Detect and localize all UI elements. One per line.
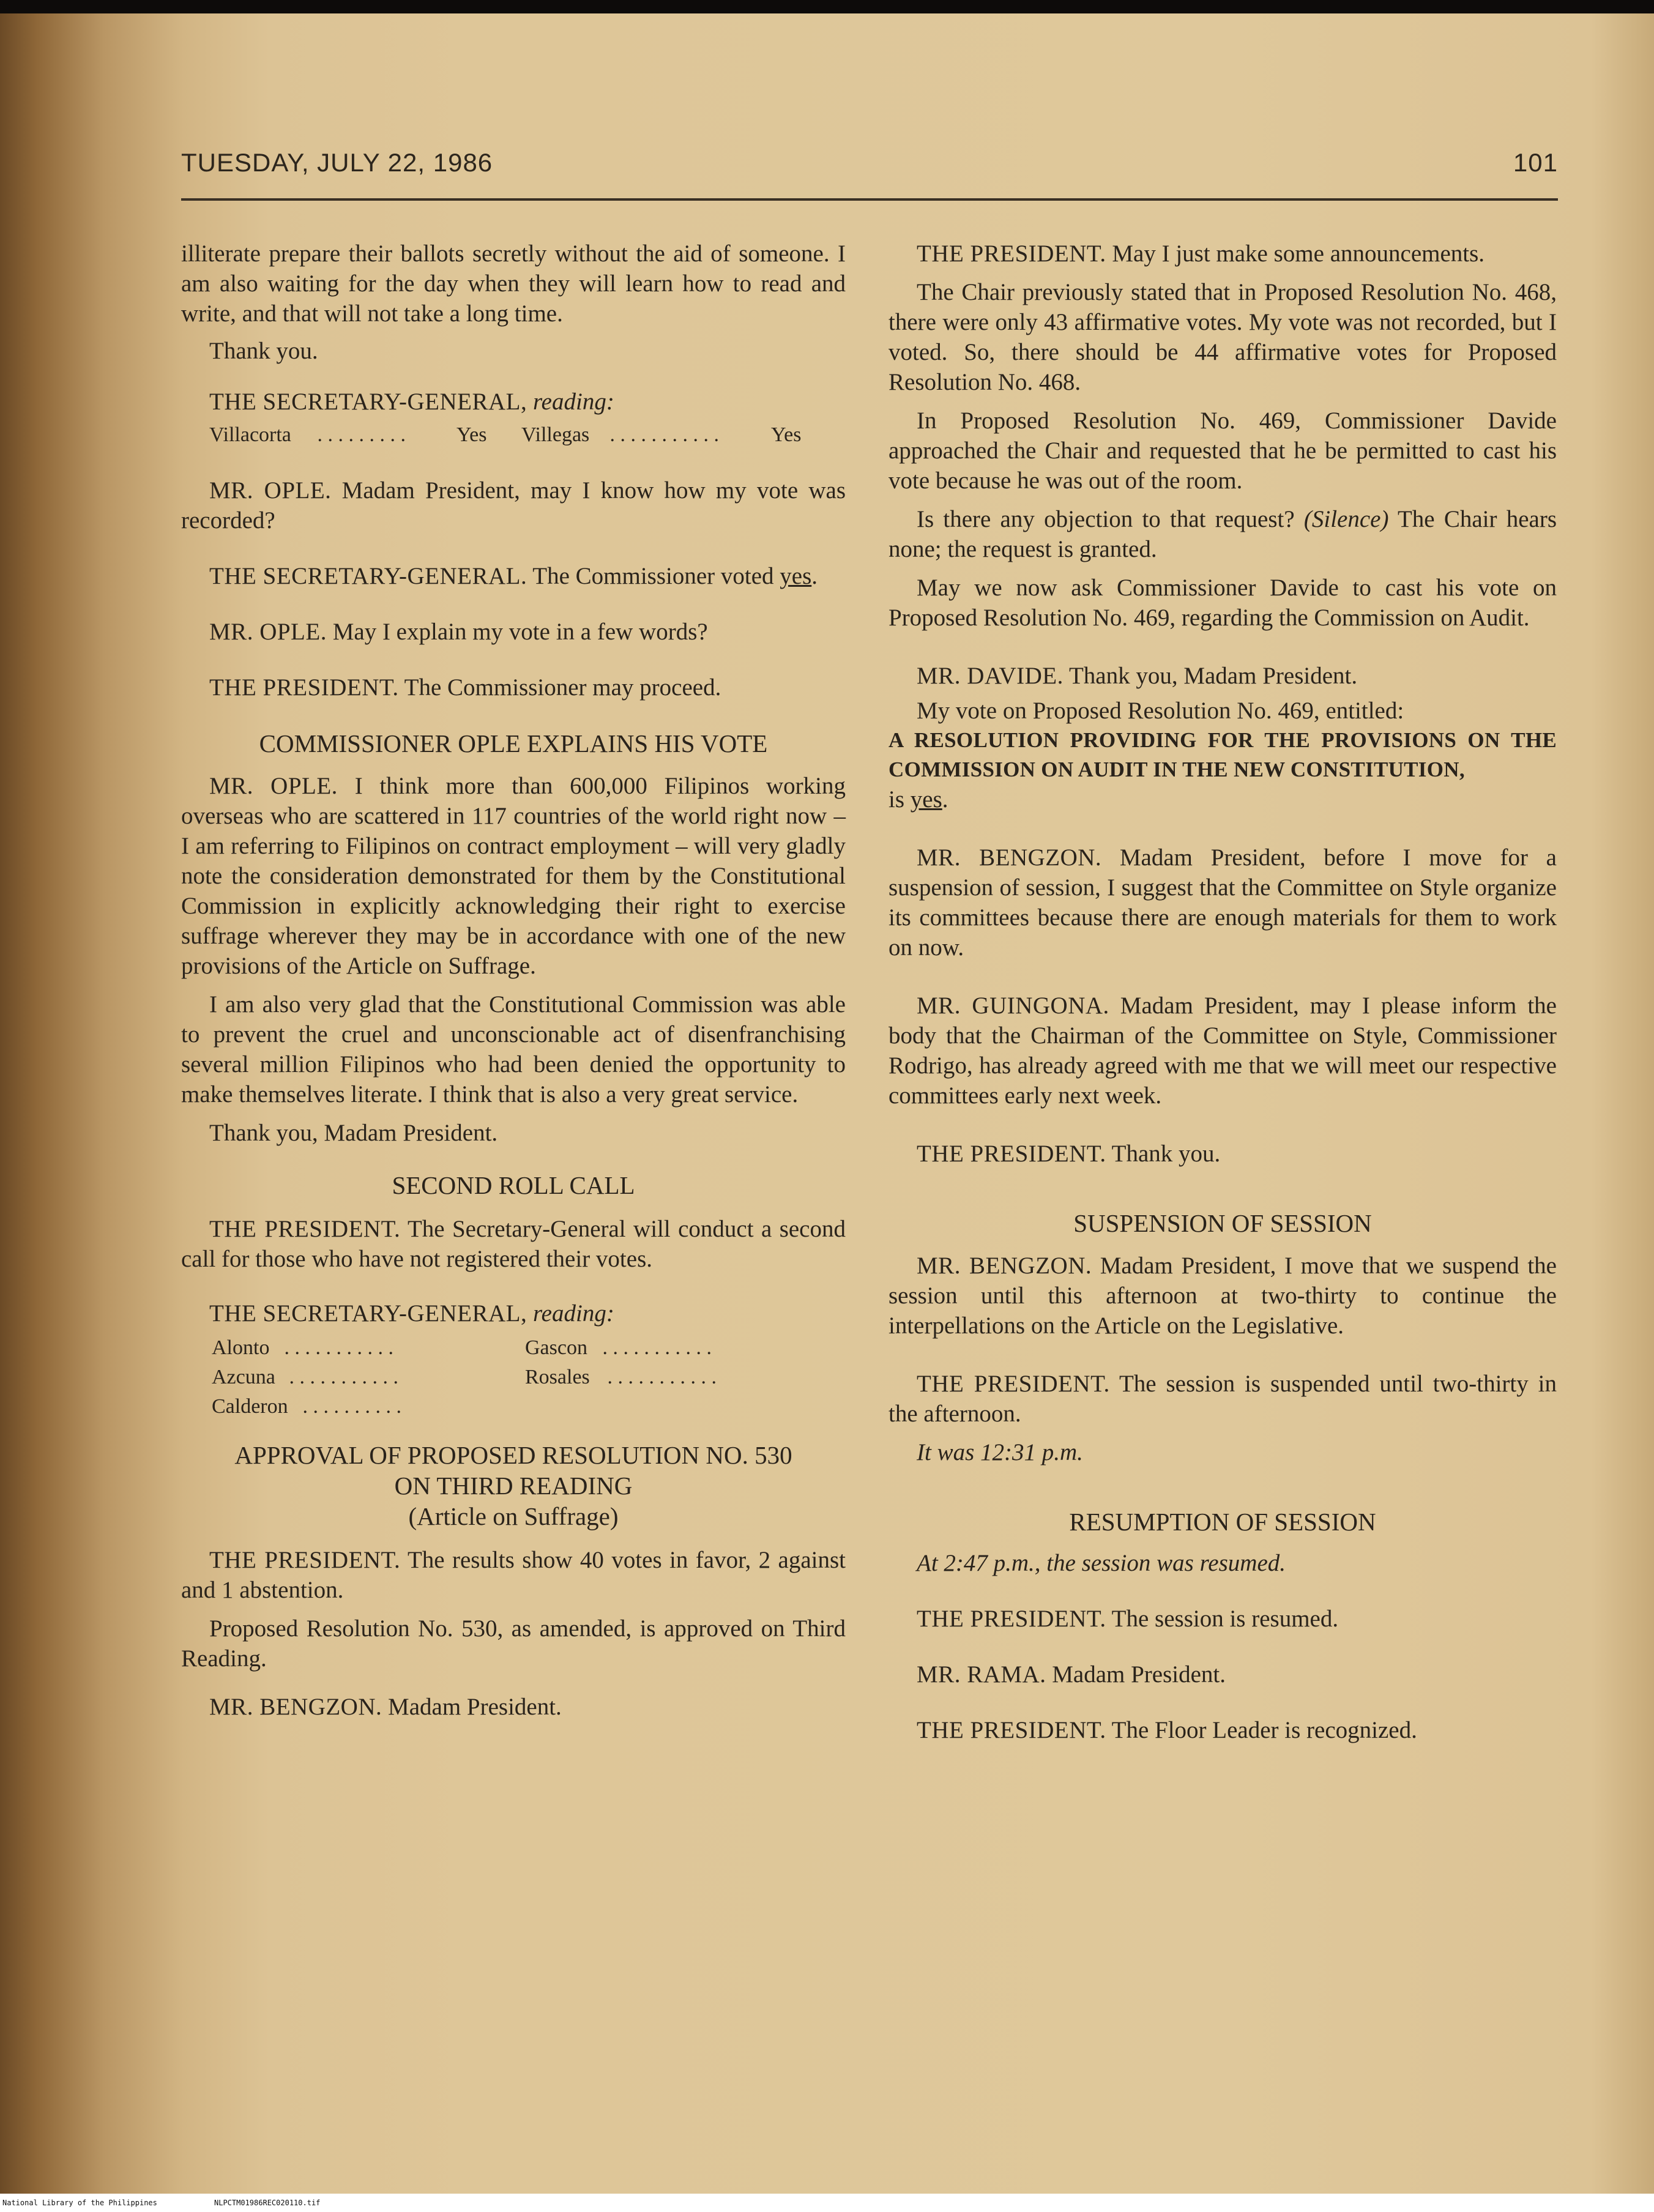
speaker-name: MR. DAVIDE. bbox=[917, 663, 1064, 689]
speech-text: The session is resumed. bbox=[1111, 1606, 1339, 1632]
reading-note: reading: bbox=[532, 1300, 614, 1327]
speech-text: Thank you, Madam President. bbox=[1068, 663, 1358, 689]
speech-text: Madam President, before I move for a suspension of session, I suggest that the Committee on Style organize its committees because there are enough materials for them to work on now. bbox=[888, 844, 1557, 961]
roll-vote: Yes bbox=[771, 423, 802, 446]
paragraph: May we now ask Commissioner Davide to cast his vote on Proposed Resolution No. 469, regarding the Commission on Audit. bbox=[888, 575, 1557, 631]
paragraph: Proposed Resolution No. 530, as amended, is approved on Third Reading. bbox=[181, 1615, 846, 1672]
speech-text: Thank you. bbox=[1111, 1141, 1221, 1167]
section-subheading: (Article on Suffrage) bbox=[408, 1502, 619, 1530]
paragraph: My vote on Proposed Resolution No. 469, entitled: bbox=[917, 698, 1404, 724]
roll-name: Villacorta bbox=[209, 423, 291, 446]
speaker-name: THE PRESIDENT. bbox=[917, 1371, 1110, 1397]
speech-text: The Secretary-General will conduct a second call for those who have not registered their votes. bbox=[181, 1216, 846, 1272]
speaker-name: MR. BENGZON. bbox=[209, 1694, 382, 1720]
speech-text: The Chair hears none; the request is granted. bbox=[888, 506, 1557, 562]
speaker-paragraph bbox=[181, 672, 846, 702]
footer-filename: NLPCTM01986REC020110.tif bbox=[214, 2199, 321, 2207]
speaker-name: THE PRESIDENT. bbox=[917, 1606, 1106, 1632]
paragraph: illiterate prepare their ballots secretly without the aid of someone. I am also waiting for the day when they will learn how to read and write, and that will not take a long time. bbox=[181, 240, 846, 327]
speaker-name: THE PRESIDENT. bbox=[209, 1216, 401, 1242]
section-heading: SUSPENSION OF SESSION bbox=[1073, 1209, 1372, 1237]
speech-text: The session is suspended until two-thirty in the afternoon. bbox=[888, 1371, 1557, 1427]
section-heading: RESUMPTION OF SESSION bbox=[1069, 1508, 1376, 1536]
leader-dots: . . . . . . . . . . . bbox=[597, 1336, 712, 1359]
roll-call-row bbox=[181, 1363, 846, 1392]
speaker-paragraph bbox=[888, 1715, 1557, 1745]
speaker-name: THE PRESIDENT. bbox=[917, 1717, 1106, 1743]
speech-text: The results show 40 votes in favor, 2 against and 1 abstention. bbox=[181, 1547, 846, 1603]
speaker-paragraph bbox=[181, 617, 846, 647]
speaker-paragraph bbox=[888, 1369, 1557, 1429]
vote-value: yes bbox=[910, 786, 942, 813]
roll-call-row bbox=[181, 1333, 846, 1363]
speaker-paragraph bbox=[888, 1604, 1557, 1634]
section-heading: ON THIRD READING bbox=[394, 1472, 633, 1500]
speech-text: Madam President, I move that we suspend the session until this afternoon at two-thirty to continue the interpellations on the Article on the Legislative. bbox=[888, 1253, 1557, 1339]
speech-text: Madam President, may I please inform the body that the Chairman of the Committee on Style, Commissioner Rodrigo, has already agreed with me that we will meet our respective committees early next week. bbox=[888, 992, 1557, 1109]
section-heading: SECOND ROLL CALL bbox=[392, 1171, 635, 1199]
section-heading: COMMISSIONER OPLE EXPLAINS HIS VOTE bbox=[259, 729, 768, 758]
resolution-title: A RESOLUTION PROVIDING FOR THE PROVISIONS ON THE COMMISSION ON AUDIT IN THE NEW CONSTITUTION, bbox=[888, 728, 1557, 781]
speech-text: May I explain my vote in a few words? bbox=[332, 619, 708, 645]
roll-name: Calderon bbox=[212, 1395, 288, 1418]
page-header bbox=[181, 148, 1558, 185]
speaker-paragraph bbox=[181, 1692, 846, 1722]
speaker-name: MR. OPLE. bbox=[209, 619, 327, 645]
speaker-name: THE SECRETARY-GENERAL, bbox=[209, 1300, 527, 1327]
stage-direction: (Silence) bbox=[1303, 506, 1389, 532]
speaker-name: THE SECRETARY-GENERAL, bbox=[209, 389, 527, 415]
roll-name: Villegas bbox=[521, 423, 590, 446]
scan-footer bbox=[0, 2194, 1654, 2212]
paragraph bbox=[888, 784, 1557, 814]
speaker-name: MR. OPLE. bbox=[209, 477, 332, 504]
time-note bbox=[888, 1437, 1557, 1467]
section-heading: APPROVAL OF PROPOSED RESOLUTION NO. 530 bbox=[234, 1441, 792, 1469]
speech-text: is bbox=[888, 786, 905, 813]
speaker-name: MR. BENGZON. bbox=[917, 1253, 1092, 1279]
speech-text: The Commissioner voted bbox=[532, 563, 774, 589]
speaker-name: THE PRESIDENT. bbox=[917, 240, 1106, 267]
left-column bbox=[181, 239, 846, 1722]
speaker-paragraph bbox=[181, 1298, 846, 1328]
document-page bbox=[0, 13, 1654, 2194]
time-text: At 2:47 p.m., the session was resumed. bbox=[917, 1550, 1286, 1576]
time-note bbox=[888, 1548, 1557, 1578]
speaker-name: THE PRESIDENT. bbox=[209, 1547, 401, 1573]
leader-dots: . . . . . . . . . . . bbox=[284, 1366, 398, 1388]
speaker-name: MR. RAMA. bbox=[917, 1661, 1046, 1688]
speaker-name: THE SECRETARY-GENERAL. bbox=[209, 563, 527, 589]
paragraph: I am also very glad that the Constitutional Commission was able to prevent the cruel and unconscionable act of disenfranchising several million Filipinos who had been denied the opportunity to make themselves literate. I think that is also a very great service. bbox=[181, 991, 846, 1108]
right-column bbox=[888, 239, 1557, 1745]
speaker-name: MR. GUINGONA. bbox=[917, 992, 1109, 1019]
leader-dots: . . . . . . . . . . bbox=[297, 1395, 401, 1418]
speech-text: May I just make some announcements. bbox=[1112, 240, 1485, 267]
leader-dots: . . . . . . . . . . . bbox=[605, 423, 719, 446]
page-number: 101 bbox=[1513, 148, 1558, 177]
paragraph bbox=[888, 504, 1557, 564]
top-border bbox=[0, 0, 1654, 13]
speaker-paragraph bbox=[888, 1659, 1557, 1689]
roll-name: Alonto bbox=[212, 1336, 270, 1359]
speaker-paragraph bbox=[181, 1214, 846, 1274]
roll-call-row bbox=[181, 420, 846, 450]
speaker-paragraph bbox=[888, 661, 1557, 691]
speaker-name: MR. BENGZON. bbox=[917, 844, 1102, 871]
vote-value: yes bbox=[780, 563, 812, 589]
speaker-paragraph bbox=[181, 387, 846, 417]
leader-dots: . . . . . . . . . bbox=[312, 423, 406, 446]
speaker-paragraph bbox=[181, 1545, 846, 1605]
speaker-paragraph bbox=[181, 771, 846, 981]
speaker-paragraph bbox=[181, 561, 846, 591]
speaker-paragraph bbox=[888, 991, 1557, 1111]
speaker-paragraph bbox=[888, 1251, 1557, 1341]
speech-text: I think more than 600,000 Filipinos working overseas who are scattered in 117 countries of the world right now – I am referring to Filipinos on contract employment – will very gladly note the consideration demonstrated for them by the Constitutional Commission in explicitly acknowledging their right to exercise suffrage wherever they may be in accordance with one of the new provisions of the Article on Suffrage. bbox=[181, 773, 846, 979]
speech-text: Madam President. bbox=[1052, 1661, 1226, 1688]
reading-note: reading: bbox=[532, 389, 614, 415]
roll-name: Rosales bbox=[525, 1366, 590, 1388]
speaker-paragraph bbox=[888, 843, 1557, 963]
speech-text: The Commissioner may proceed. bbox=[404, 674, 721, 701]
speaker-name: THE PRESIDENT. bbox=[209, 674, 399, 701]
roll-vote: Yes bbox=[456, 423, 487, 446]
leader-dots: . . . . . . . . . . . bbox=[279, 1336, 393, 1359]
roll-name: Gascon bbox=[525, 1336, 587, 1359]
paragraph: The Chair previously stated that in Proposed Resolution No. 468, there were only 43 affirmative votes. My vote was not recorded, but I voted. So, there should be 44 affirmative votes for Proposed Resolution No. 468. bbox=[888, 279, 1557, 395]
roll-call-row bbox=[181, 1392, 846, 1421]
paragraph: Thank you. bbox=[209, 338, 318, 364]
header-date: TUESDAY, JULY 22, 1986 bbox=[181, 148, 493, 177]
punctuation: . bbox=[811, 563, 818, 589]
speaker-paragraph bbox=[888, 239, 1557, 269]
speech-text: Madam President. bbox=[388, 1694, 562, 1720]
paragraph: Thank you, Madam President. bbox=[209, 1120, 498, 1146]
speaker-paragraph bbox=[181, 475, 846, 535]
header-rule bbox=[181, 198, 1558, 201]
punctuation: . bbox=[942, 786, 948, 813]
speech-text: Is there any objection to that request? bbox=[917, 506, 1295, 532]
speech-text: The Floor Leader is recognized. bbox=[1111, 1717, 1417, 1743]
speaker-name: THE PRESIDENT. bbox=[917, 1141, 1106, 1167]
paragraph: In Proposed Resolution No. 469, Commissioner Davide approached the Chair and requested that he be permitted to cast his vote because he was out of the room. bbox=[888, 408, 1557, 494]
speaker-paragraph bbox=[888, 1139, 1557, 1169]
footer-library: National Library of the Philippines bbox=[2, 2199, 157, 2207]
speaker-name: MR. OPLE. bbox=[209, 773, 338, 799]
speech-text: Madam President, may I know how my vote was recorded? bbox=[181, 477, 846, 534]
leader-dots: . . . . . . . . . . . bbox=[602, 1366, 717, 1388]
time-text: It was 12:31 p.m. bbox=[917, 1439, 1083, 1465]
roll-name: Azcuna bbox=[212, 1366, 275, 1388]
